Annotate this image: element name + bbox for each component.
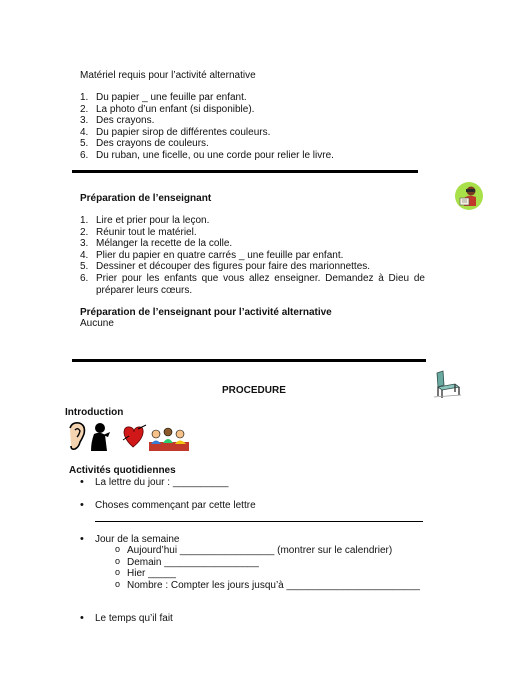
- preparation-list: [80, 215, 425, 296]
- introduction-icons: [66, 420, 196, 456]
- chair-icon: [431, 369, 463, 401]
- children-group-icon: [149, 428, 189, 451]
- list-item: 6. Prier pour les enfants que vous allez enseigner. Demandez à Dieu de préparer leurs cœurs.: [80, 272, 425, 296]
- list-item: • Le temps qu’il fait: [80, 613, 425, 624]
- material-list: [80, 92, 430, 162]
- list-item: o Hier _____: [115, 568, 425, 580]
- list-item: • Choses commençant par cette lettre: [80, 500, 425, 511]
- answer-line: [95, 521, 423, 522]
- material-title: Matériel requis pour l’activité alternative: [80, 70, 256, 81]
- procedure-heading: PROCEDURE: [222, 385, 286, 396]
- alt-preparation-title: Préparation de l’enseignant pour l’activité alternative: [80, 307, 332, 318]
- list-item: 6. Du ruban, une ficelle, ou une corde pour relier le livre.: [80, 149, 334, 161]
- list-item: 5. Des crayons de couleurs.: [80, 138, 209, 150]
- heart-icon: [123, 425, 146, 447]
- daily-activities-title: Activités quotidiennes: [69, 465, 176, 476]
- alt-preparation-value: Aucune: [80, 318, 114, 329]
- praying-child-icon: [91, 423, 110, 451]
- list-item: 1. Lire et prier pour la leçon.: [80, 215, 210, 226]
- list-item: 4. Plier du papier en quatre carrés _ une feuille par enfant.: [80, 249, 344, 261]
- list-item: 3. Mélanger la recette de la colle.: [80, 238, 233, 250]
- introduction-heading: Introduction: [65, 407, 124, 418]
- list-item: 2. Réunir tout le matériel.: [80, 226, 197, 238]
- activities-list: [80, 477, 425, 488]
- list-item: • La lettre du jour : __________: [80, 477, 425, 488]
- list-item: 3. Des crayons.: [80, 115, 155, 127]
- teacher-reading-icon: [454, 181, 484, 211]
- list-item: 2. La photo d’un enfant (si disponible).: [80, 103, 255, 115]
- section-divider: [72, 170, 418, 173]
- activities-list: [80, 613, 425, 624]
- list-item: o Nombre : Compter les jours jusqu’à ________________________: [115, 580, 425, 592]
- list-item: • Jour de la semaine: [80, 534, 425, 545]
- list-item: o Demain _________________: [115, 557, 425, 569]
- activities-list: [80, 500, 425, 511]
- list-item: 5. Dessiner et découper des figures pour faire des marionnettes.: [80, 261, 371, 273]
- list-item: 1. Du papier _ une feuille par enfant.: [80, 92, 247, 103]
- day-sublist: [115, 545, 425, 591]
- activities-list: [80, 534, 425, 545]
- list-item: 4. Du papier sirop de différentes couleurs.: [80, 126, 271, 138]
- preparation-title: Préparation de l’enseignant: [80, 193, 212, 204]
- ear-icon: [70, 423, 84, 449]
- section-divider: [72, 359, 426, 362]
- list-item: o Aujourd’hui _________________ (montrer sur le calendrier): [115, 545, 425, 557]
